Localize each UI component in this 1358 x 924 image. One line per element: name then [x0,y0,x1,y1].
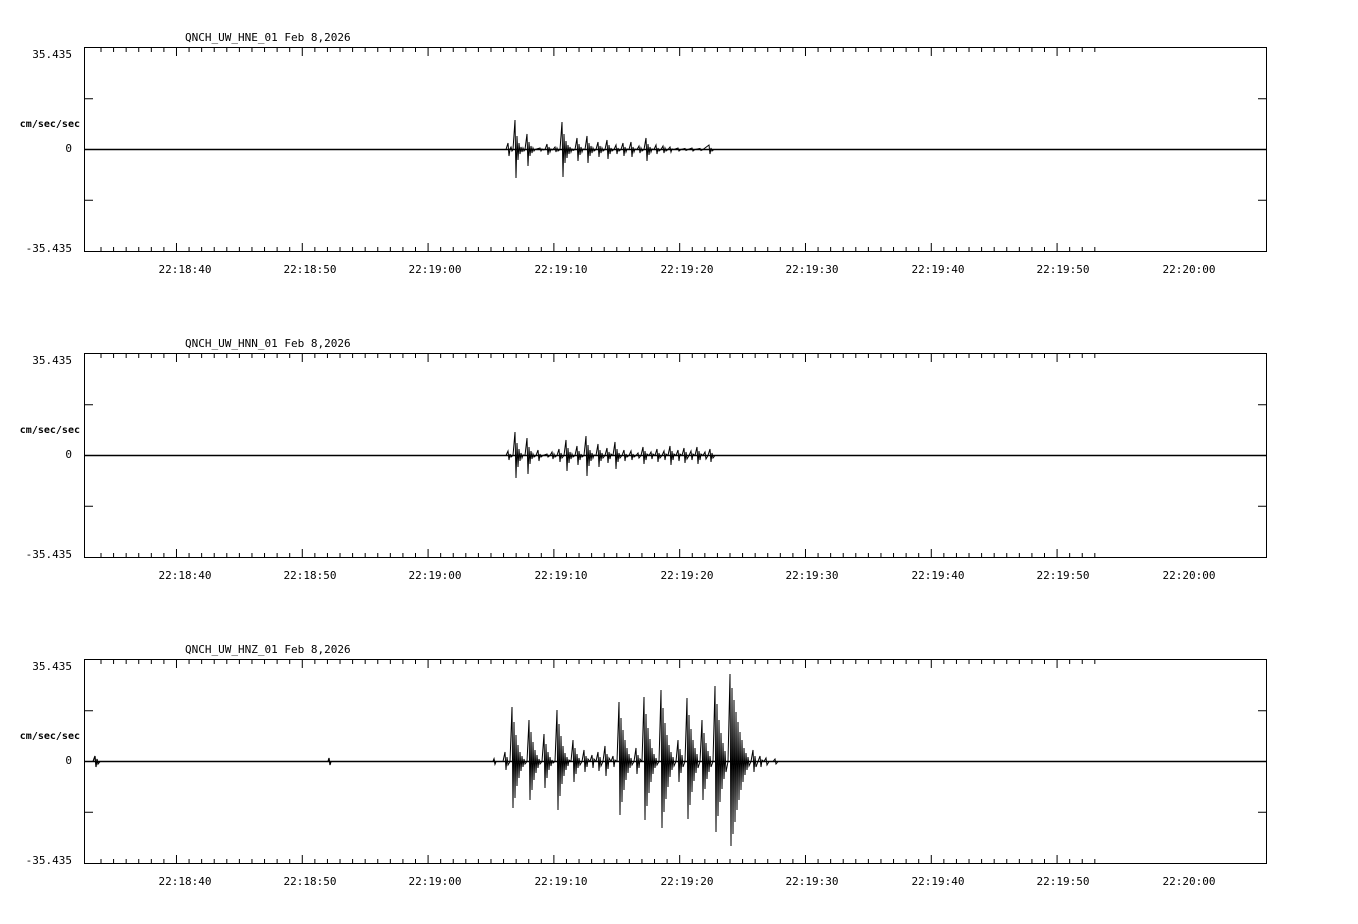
x-tick-label: 22:19:20 [660,569,714,582]
plot-frame-hne [84,47,1267,252]
plot-frame-hnz [84,659,1267,864]
x-tick-label: 22:19:20 [660,263,714,276]
seismogram-panel-hne [0,0,1358,300]
y-axis-min-label-1: -35.435 [25,242,72,255]
y-axis-min-label-2: -35.435 [25,548,72,561]
waveform-trace-hnn [85,354,1266,557]
x-tick-label: 22:19:50 [1036,875,1090,888]
panel-title-hne: QNCH_UW_HNE_01 Feb 8,2026 [185,31,351,44]
seismogram-panel-hnz [0,612,1358,912]
x-tick-label: 22:19:10 [534,263,588,276]
x-tick-label: 22:20:00 [1162,875,1216,888]
y-axis-min-label-3: -35.435 [25,854,72,867]
x-tick-label: 22:20:00 [1162,569,1216,582]
x-tick-label: 22:19:50 [1036,263,1090,276]
y-axis-max-label-3: 35.435 [32,660,72,673]
x-tick-label: 22:19:00 [408,569,462,582]
x-tick-label: 22:18:40 [158,569,212,582]
waveform-trace-hnz [85,660,1266,863]
y-axis-zero-label-1: 0 [65,142,72,155]
x-tick-label: 22:18:50 [283,569,337,582]
x-tick-label: 22:19:40 [911,263,965,276]
y-axis-zero-label-3: 0 [65,754,72,767]
panel-title-hnn: QNCH_UW_HNN_01 Feb 8,2026 [185,337,351,350]
y-axis-zero-label-2: 0 [65,448,72,461]
x-tick-label: 22:19:30 [785,875,839,888]
x-tick-label: 22:19:10 [534,569,588,582]
x-tick-label: 22:18:50 [283,875,337,888]
waveform-trace-hne [85,48,1266,251]
y-axis-units-label-1: cm/sec/sec [19,119,80,130]
x-tick-label: 22:19:50 [1036,569,1090,582]
x-tick-label: 22:18:50 [283,263,337,276]
y-axis-units-label-2: cm/sec/sec [19,425,80,436]
seismogram-panel-hnn [0,306,1358,606]
x-tick-label: 22:18:40 [158,263,212,276]
y-axis-max-label-2: 35.435 [32,354,72,367]
plot-frame-hnn [84,353,1267,558]
x-tick-label: 22:19:30 [785,263,839,276]
x-tick-label: 22:19:30 [785,569,839,582]
x-tick-label: 22:19:40 [911,569,965,582]
x-tick-label: 22:19:00 [408,263,462,276]
x-tick-label: 22:18:40 [158,875,212,888]
y-axis-max-label-1: 35.435 [32,48,72,61]
panel-title-hnz: QNCH_UW_HNZ_01 Feb 8,2026 [185,643,351,656]
x-tick-label: 22:19:00 [408,875,462,888]
x-tick-label: 22:19:20 [660,875,714,888]
x-tick-label: 22:19:40 [911,875,965,888]
y-axis-units-label-3: cm/sec/sec [19,731,80,742]
x-tick-label: 22:20:00 [1162,263,1216,276]
x-tick-label: 22:19:10 [534,875,588,888]
